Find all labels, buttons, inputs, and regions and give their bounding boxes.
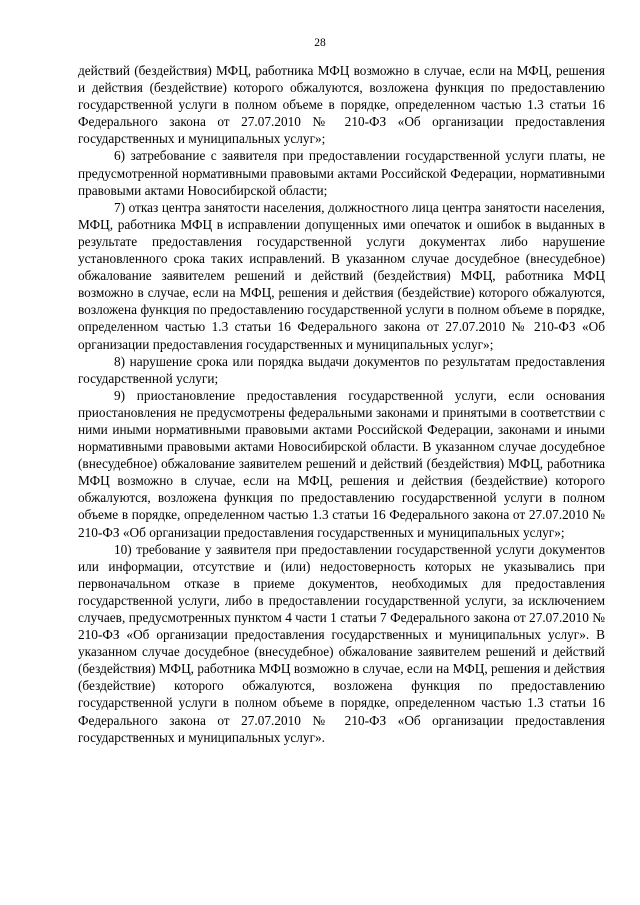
paragraph-item-6: 6) затребование с заявителя при предоставлении государственной услуги платы, не предусмотренной нормативными правовыми актами Российской Федерации, нормативными правовыми актами Новосибирской области; — [78, 148, 605, 198]
page-number: 28 — [314, 37, 326, 49]
paragraph-item-9: 9) приостановление предоставления государственной услуги, если основания приостановления не предусмотрены федеральными законами и принятыми в соответствии с ними иными нормативными правовыми актами Российской Федерации, законами и иными нормативными правовыми актами Новосибирской области. В указанном случае досудебное (внесудебное) обжалование заявителем решений и действий (бездействия) МФЦ, работника МФЦ возможно в случае, если на МФЦ, решения и действия (бездействие) которого обжалуются, возложена функция по предоставлению государственной услуги в полном объеме в порядке, определенном частью 1.3 статьи 16 Федерального закона от 27.07.2010 № 210-ФЗ «Об организации предоставления государственных и муниципальных услуг»; — [78, 387, 605, 540]
paragraph-item-8: 8) нарушение срока или порядка выдачи документов по результатам предоставления государственной услуги; — [78, 353, 605, 386]
paragraph-continuation: действий (бездействия) МФЦ, работника МФЦ возможно в случае, если на МФЦ, решения и действия (бездействие) которого обжалуются, возложена функция по предоставлению государственной услуги в полном объеме в порядке, определенном частью 1.3 статьи 16 Федерального закона от 27.07.2010 № 210-ФЗ «Об организации предоставления государственных и муниципальных услуг»; — [78, 63, 605, 147]
paragraph-item-10: 10) требование у заявителя при предоставлении государственной услуги документов или информации, отсутствие и (или) недостоверность которых не указывались при первоначальном отказе в приеме документов, необходимых для предоставления государственной услуги, либо в предоставлении государственной услуги, за исключением случаев, предусмотренных пунктом 4 части 1 статьи 7 Федерального закона от 27.07.2010 № 210-ФЗ «Об организации предоставления государственных и муниципальных услуг». В указанном случае досудебное (внесудебное) обжалование заявителем решений и действий (бездействия) МФЦ, работника МФЦ возможно в случае, если на МФЦ, решения и действия (бездействие) которого обжалуются, возложена функция по предоставлению государственной услуги в полном объеме в порядке, определенном частью 1.3 статьи 16 Федерального закона от 27.07.2010 № 210-ФЗ «Об организации предоставления государственных и муниципальных услуг». — [78, 541, 605, 745]
document-body — [78, 62, 605, 746]
paragraph-item-7: 7) отказ центра занятости населения, должностного лица центра занятости населения, МФЦ, работника МФЦ в исправлении допущенных ими опечаток и ошибок в выданных в результате предоставления государственной услуги документах либо нарушение установленного срока таких исправлений. В указанном случае досудебное (внесудебное) обжалование заявителем решений и действий (бездействия) МФЦ, работника МФЦ возможно в случае, если на МФЦ, решения и действия (бездействие) которого обжалуются, возложена функция по предоставлению государственной услуги в полном объеме в порядке, определенном частью 1.3 статьи 16 Федерального закона от 27.07.2010 № 210-ФЗ «Об организации предоставления государственных и муниципальных услуг»; — [78, 199, 605, 352]
